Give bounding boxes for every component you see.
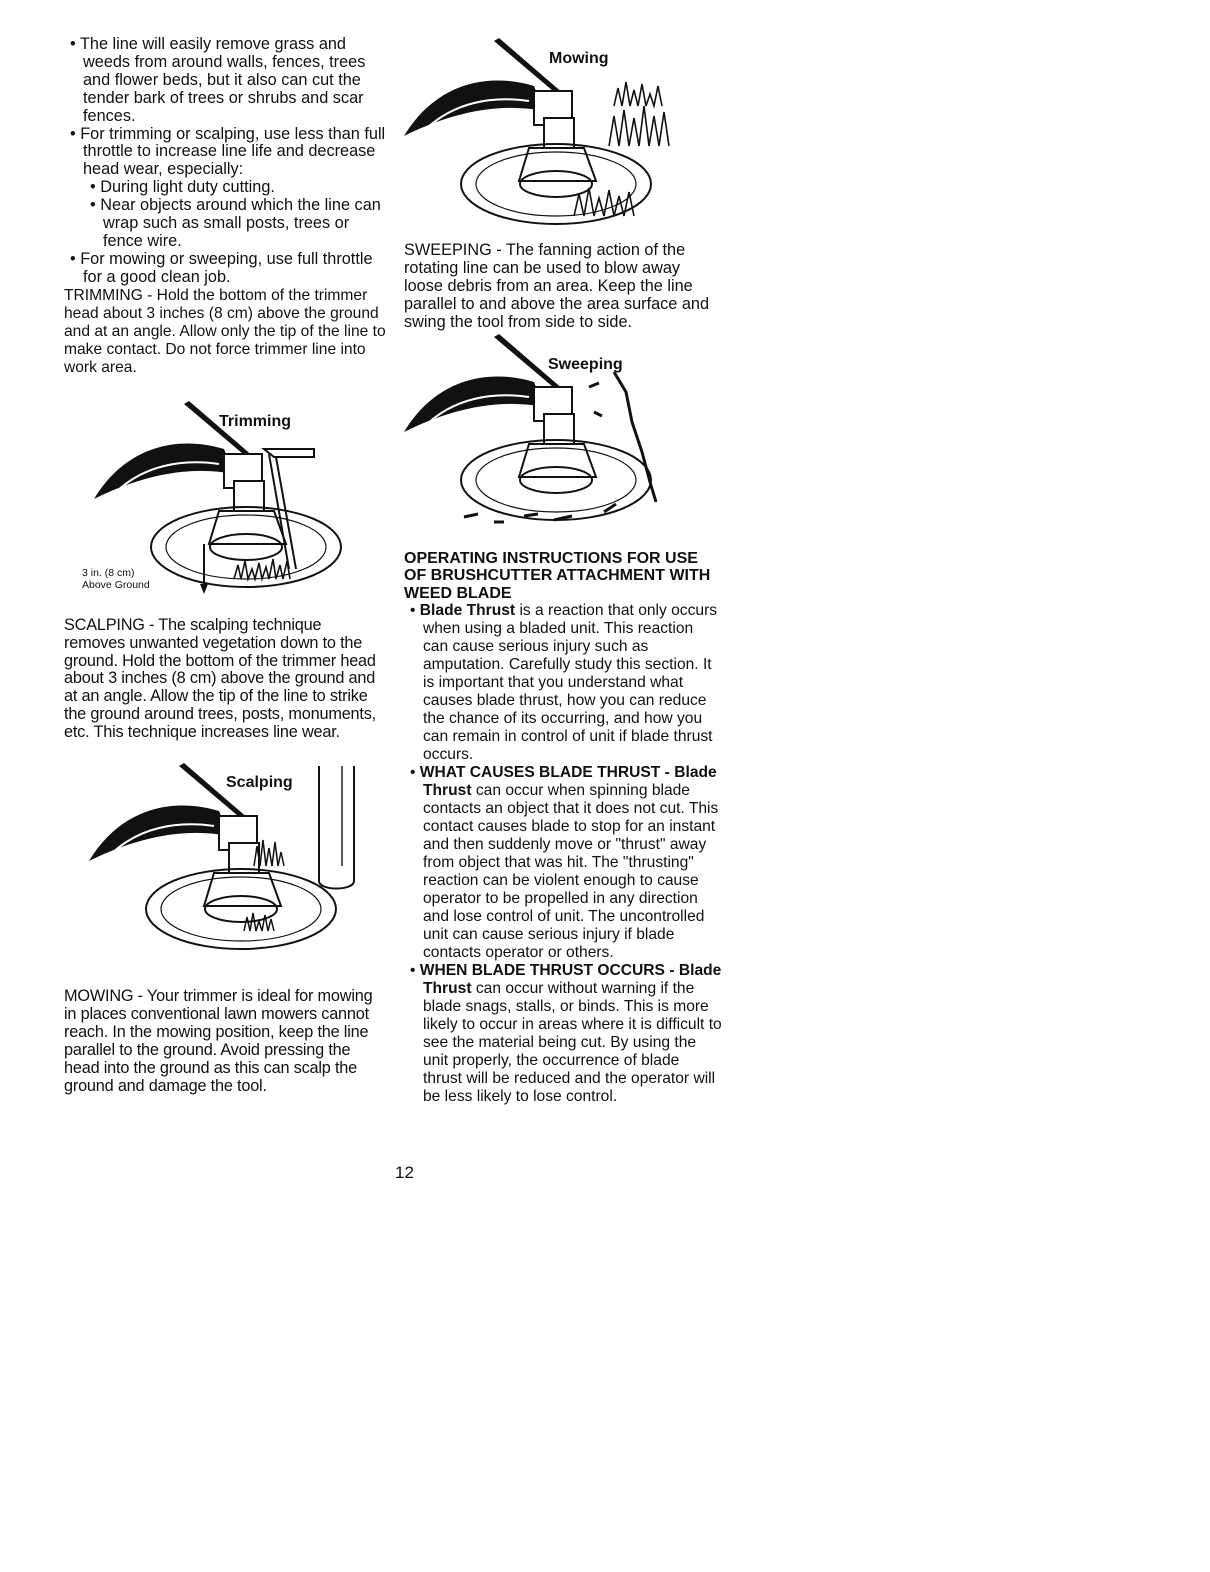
bullet-what-causes: • WHAT CAUSES BLADE THRUST - Blade Thrust can occur when spinning blade contacts an object that it does not cut. This contact causes blade to stop for an instant and then suddenly move or "thrust" away from object that was hit. The "thrusting" reaction can be violent enough to cause operator to be propelled in any direction and lose control of unit. The uncontrolled unit can cause serious injury if blade contacts operator or others.: [410, 764, 719, 962]
left-column: [64, 36, 386, 1095]
scalping-figure-label: Scalping: [226, 774, 293, 792]
page-number: 12: [395, 1163, 414, 1182]
scalping-paragraph: SCALPING - The scalping technique removes unwanted vegetation down to the ground. Hold the bottom of the trimmer head about 3 inches (8 cm) above the ground and at an angle. Allow the tip of the line to strike the ground around trees, posts, monuments, etc. This technique increases line wear.: [64, 615, 376, 742]
trimming-annotation-height: 3 in. (8 cm): [82, 566, 135, 579]
trimming-annotation-ground: Above Ground: [82, 578, 150, 591]
sweeping-figure: [404, 332, 722, 542]
sweeping-figure-label: Sweeping: [548, 355, 623, 373]
bullet-full-throttle: • For mowing or sweeping, use full throttle for a good clean job.: [70, 249, 373, 286]
trimming-figure-label: Trimming: [219, 412, 292, 430]
scalping-figure: [64, 756, 386, 988]
scalping-illustration: [64, 756, 386, 988]
right-column: [404, 36, 722, 1106]
bullet-blade-thrust: • Blade Thrust is a reaction that only occurs when using a bladed unit. This reaction can cause serious injury such as amputation. Carefully study this section. It is important that you understand what causes blade thrust, how you can reduce the chance of its occurring, and how you can remain in control of unit if blade thrust occurs.: [410, 602, 718, 764]
bullet-when-occurs: • WHEN BLADE THRUST OCCURS - Blade Thrust can occur without warning if the blade snags, stalls, or binds. This is more likely to occur in areas where it is difficult to see the material being cut. By using the unit properly, the occurrence of blade thrust will be reduced and the operator will be less likely to lose control.: [410, 962, 722, 1106]
trimming-paragraph: TRIMMING - Hold the bottom of the trimmer head about 3 inches (8 cm) above the ground and at an angle. Allow only the tip of the line to make contact. Do not force trimmer line into work area.: [64, 286, 386, 376]
blade-thrust-section: [404, 602, 722, 1106]
mowing-figure: [404, 36, 722, 236]
bullet-line-removes-grass: • The line will easily remove grass and weeds from around walls, fences, trees and flower beds, but it also can cut the tender bark of trees or shrubs and scar fences.: [70, 35, 366, 125]
sub-bullet-near-objects: • Near objects around which the line can wrap such as small posts, trees or fence wire.: [90, 196, 381, 250]
sub-bullet-light-duty: • During light duty cutting.: [90, 178, 275, 197]
bullet-less-throttle: • For trimming or scalping, use less than full throttle to increase line life and decrease head wear, especially:: [70, 124, 386, 179]
mowing-figure-label: Mowing: [549, 50, 609, 67]
mowing-paragraph: MOWING - Your trimmer is ideal for mowing in places conventional lawn mowers cannot reach. In the mowing position, keep the line parallel to the ground. Avoid pressing the head into the ground as this can scalp the ground and damage the tool.: [64, 987, 373, 1095]
trimming-figure: [64, 389, 386, 617]
sweeping-paragraph: SWEEPING - The fanning action of the rotating line can be used to blow away loose debris from an area. Keep the line parallel to and above the area surface and swing the tool from side to side.: [404, 241, 710, 331]
section-heading: OPERATING INSTRUCTIONS FOR USE OF BRUSHCUTTER ATTACHMENT WITH WEED BLADE: [404, 549, 711, 602]
